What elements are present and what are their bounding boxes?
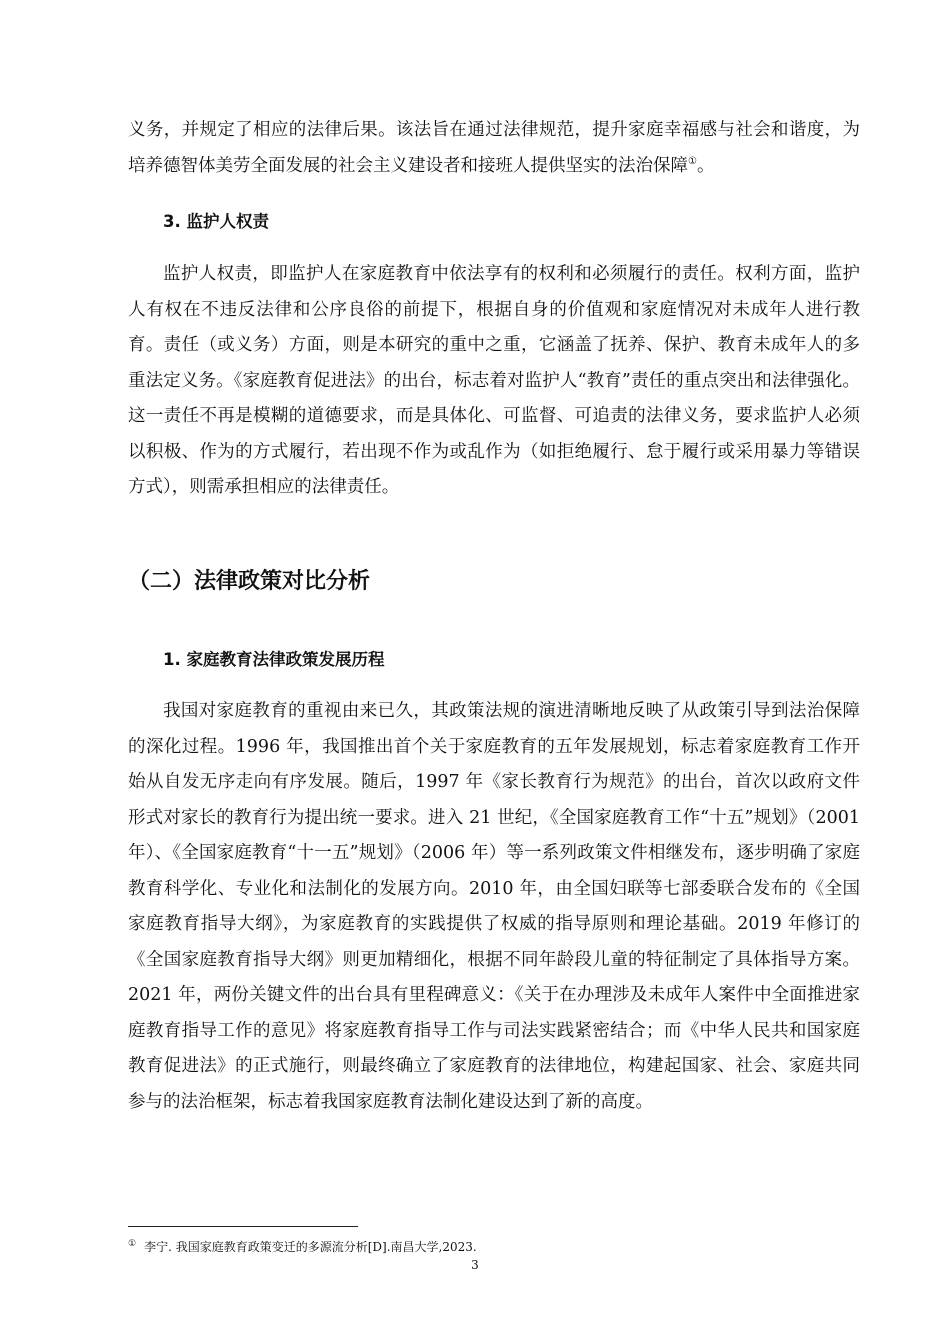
heading-policy-history: 1. 家庭教育法律政策发展历程 [163, 650, 385, 669]
paragraph-guardian-rights: 监护人权责，即监护人在家庭教育中依法享有的权利和必须履行的责任。权利方面，监护人有权在不违反法律和公序良俗的前提下，根据自身的价值观和家庭情况对未成年人进行教育。责任（或义务）方面，则是本研究的重中之重，它涵盖了抚养、保护、教育未成年人的多重法定义务。《家庭教育促进法》的出台，标志着对监护人“教育”责任的重点突出和法律强化。这一责任不再是模糊的道德要求，而是具体化、可监督、可追责的法律义务，要求监护人必须以积极、作为的方式履行，若出现不作为或乱作为（如拒绝履行、怠于履行或采用暴力等错误方式），则需承担相应的法律责任。 [128, 264, 860, 497]
paragraph-law-purpose [128, 113, 860, 184]
footnote-divider [128, 1226, 358, 1227]
page-number: 3 [471, 1258, 479, 1272]
heading-guardian-rights: 3. 监护人权责 [163, 212, 269, 231]
footnote-text: 李宁. 我国家庭教育政策变迁的多源流分析[D].南昌大学,2023. [144, 1240, 477, 1254]
footnote [128, 1235, 477, 1256]
footnote-reference[interactable]: ① [688, 155, 697, 167]
footnote-mark: ① [128, 1239, 137, 1249]
paragraph-text-end: 。 [696, 155, 715, 176]
paragraph-policy-history: 我国对家庭教育的重视由来已久，其政策法规的演进清晰地反映了从政策引导到法治保障的深化过程。1996 年，我国推出首个关于家庭教育的五年发展规划，标志着家庭教育工作开始从自发无序走向有序发展。随后，1997 年《家长教育行为规范》的出台，首次以政府文件形式对家长的教育行为提出统一要求。进入 21 世纪，《全国家庭教育工作“十五”规划》（2001 年）、《全国家庭教育“十一五”规划》（2006 年）等一系列政策文件相继发布，逐步明确了家庭教育科学化、专业化和法制化的发展方向。2010 年，由全国妇联等七部委联合发布的《全国家庭教育指导大纲》，为家庭教育的实践提供了权威的指导原则和理论基础。2019 年修订的《全国家庭教育指导大纲》则更加精细化，根据不同年龄段儿童的特征制定了具体指导方案。2021 年，两份关键文件的出台具有里程碑意义：《关于在办理涉及未成年人案件中全面推进家庭教育指导工作的意见》将家庭教育指导工作与司法实践紧密结合；而《中华人民共和国家庭教育促进法》的正式施行，则最终确立了家庭教育的法律地位，构建起国家、社会、家庭共同参与的法治框架，标志着我国家庭教育法制化建设达到了新的高度。 [128, 701, 860, 1112]
heading-law-policy-comparison: （二）法律政策对比分析 [128, 569, 371, 594]
paragraph-text: 义务，并规定了相应的法律后果。该法旨在通过法律规范，提升家庭幸福感与社会和谐度，为培养德智体美劳全面发展的社会主义建设者和接班人提供坚实的法治保障 [128, 120, 860, 176]
